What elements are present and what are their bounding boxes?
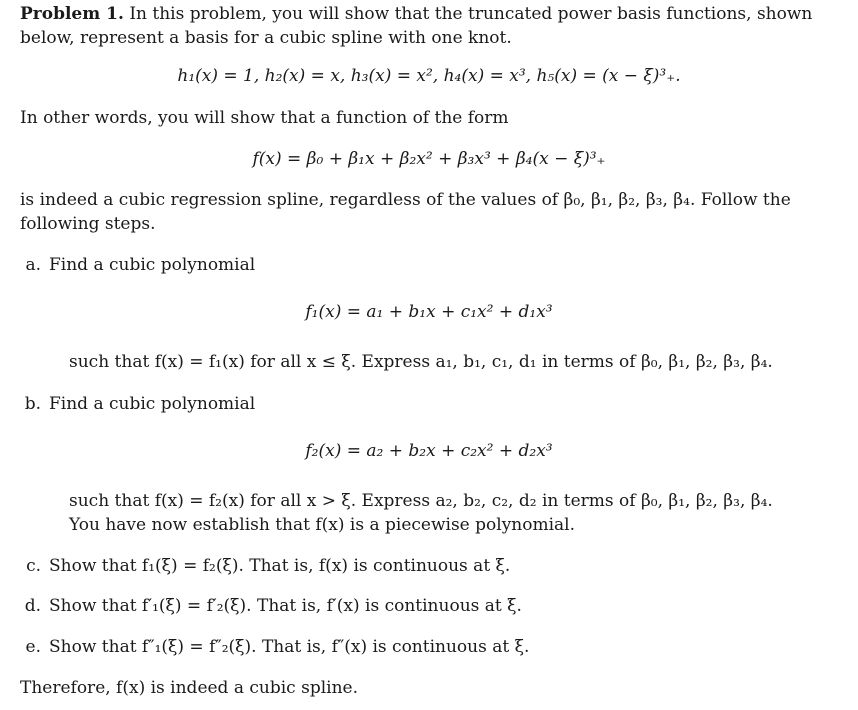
basis-functions-equation: h₁(x) = 1, h₂(x) = x, h₃(x) = x², h₄(x) = x³, h₅(x) = (x − ξ)³₊.: [177, 66, 681, 86]
step-e-text: Show that f″₁(ξ) = f″₂(ξ). That is, f″(x) is continuous at ξ.: [49, 637, 530, 657]
step-a-text: Find a cubic polynomial: [49, 255, 256, 275]
step-b: [15, 392, 255, 416]
step-b-text: Find a cubic polynomial: [49, 394, 256, 414]
step-c-label: c.: [26, 556, 41, 576]
step-b-equation: f₂(x) = a₂ + b₂x + c₂x² + d₂x³: [305, 441, 553, 461]
step-e: [15, 635, 529, 659]
problem-intro-text-1: In this problem, you will show that the truncated power basis functions, shown: [129, 4, 813, 24]
step-c-text: Show that f₁(ξ) = f₂(ξ). That is, f(x) is continuous at ξ.: [49, 556, 511, 576]
step-b-after-line-2: You have now establish that f(x) is a piecewise polynomial.: [69, 515, 576, 535]
step-a-label: a.: [25, 255, 41, 275]
problem-intro-line-1: [20, 2, 812, 26]
step-e-label: e.: [25, 637, 41, 657]
problem-heading: Problem 1.: [20, 4, 124, 24]
indeed-text-line-2: following steps.: [20, 214, 156, 234]
step-d-text: Show that f′₁(ξ) = f′₂(ξ). That is, f′(x) is continuous at ξ.: [49, 596, 522, 616]
step-b-label: b.: [24, 394, 41, 414]
step-a-equation: f₁(x) = a₁ + b₁x + c₁x² + d₁x³: [305, 302, 553, 322]
other-words-text: In other words, you will show that a function of the form: [20, 108, 509, 128]
step-c: [15, 554, 510, 578]
problem-intro-line-2: below, represent a basis for a cubic spline with one knot.: [20, 28, 512, 48]
indeed-text-line-1: is indeed a cubic regression spline, regardless of the values of β₀, β₁, β₂, β₃, β₄. Follow the: [20, 190, 791, 210]
step-a: [15, 253, 255, 277]
function-form-equation: f(x) = β₀ + β₁x + β₂x² + β₃x³ + β₄(x − ξ)³₊: [252, 149, 606, 169]
step-d: [15, 594, 522, 618]
step-b-after-line-1: such that f(x) = f₂(x) for all x > ξ. Express a₂, b₂, c₂, d₂ in terms of β₀, β₁, β₂, β₃, β₄.: [69, 491, 773, 511]
step-a-after-text: such that f(x) = f₁(x) for all x ≤ ξ. Express a₁, b₁, c₁, d₁ in terms of β₀, β₁, β₂, β₃, β₄.: [69, 352, 773, 372]
step-d-label: d.: [24, 596, 41, 616]
conclusion-text: Therefore, f(x) is indeed a cubic spline.: [20, 678, 358, 698]
